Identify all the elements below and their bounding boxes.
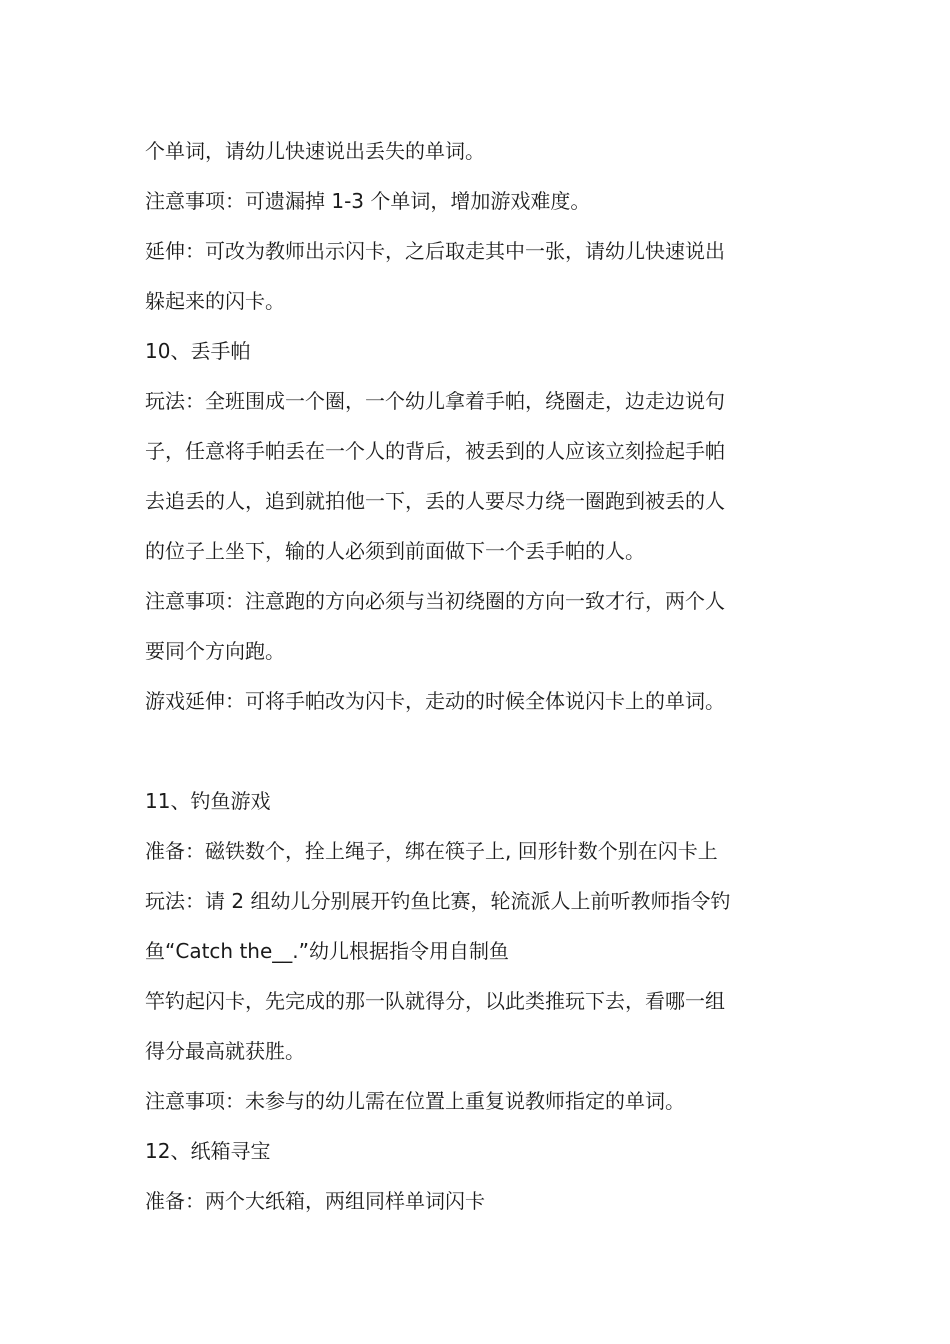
paragraph-line: 玩法：全班围成一个圈，一个幼儿拿着手帕，绕圈走，边走边说句 [145,389,725,413]
section-heading: 12、纸箱寻宝 [145,1139,271,1163]
paragraph-line: 游戏延伸：可将手帕改为闪卡，走动的时候全体说闪卡上的单词。 [145,689,725,713]
paragraph-line: 玩法：请 2 组幼儿分别展开钓鱼比赛，轮流派人上前听教师指令钓 [145,889,731,913]
paragraph-line: 准备：两个大纸箱，两组同样单词闪卡 [145,1189,485,1213]
blank-line [145,726,810,776]
paragraph-line: 个单词，请幼儿快速说出丢失的单词。 [145,139,485,163]
paragraph-line: 的位子上坐下，输的人必须到前面做下一个丢手帕的人。 [145,539,645,563]
paragraph-line: 去追丢的人，追到就拍他一下，丢的人要尽力绕一圈跑到被丢的人 [145,489,725,513]
paragraph-line: 注意事项：注意跑的方向必须与当初绕圈的方向一致才行，两个人 [145,589,725,613]
paragraph-line: 准备：磁铁数个，拴上绳子，绑在筷子上, 回形针数个别在闪卡上 [145,839,718,863]
paragraph-line: 躲起来的闪卡。 [145,289,285,313]
paragraph-line: 注意事项：未参与的幼儿需在位置上重复说教师指定的单词。 [145,1089,685,1113]
paragraph-line: 鱼“Catch the__.”幼儿根据指令用自制鱼 [145,939,509,963]
section-heading: 11、钓鱼游戏 [145,789,271,813]
paragraph-line: 延伸：可改为教师出示闪卡，之后取走其中一张，请幼儿快速说出 [145,239,725,263]
paragraph-line: 竿钓起闪卡，先完成的那一队就得分，以此类推玩下去，看哪一组 [145,989,725,1013]
paragraph-line: 要同个方向跑。 [145,639,285,663]
paragraph-line: 子，任意将手帕丢在一个人的背后，被丢到的人应该立刻捡起手帕 [145,439,725,463]
paragraph-line: 得分最高就获胜。 [145,1039,305,1063]
section-heading: 10、丢手帕 [145,339,251,363]
paragraph-line: 注意事项：可遗漏掉 1-3 个单词，增加游戏难度。 [145,189,591,213]
document-body [145,126,810,1226]
